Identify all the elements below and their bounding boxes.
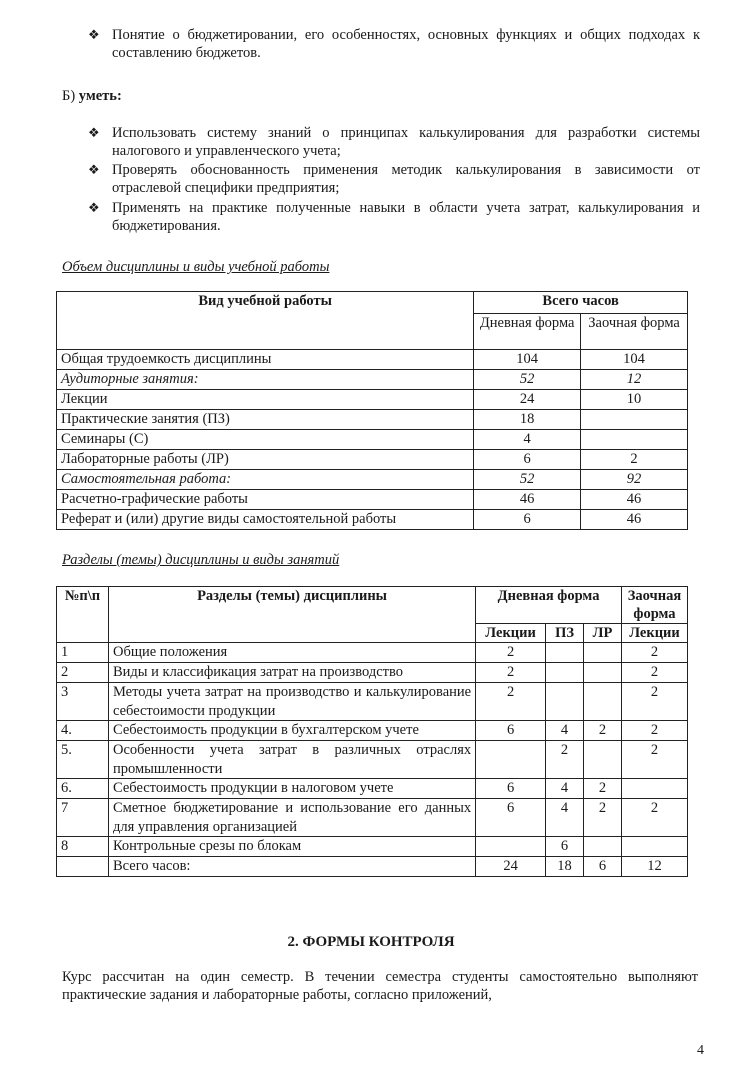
row-number: 6.	[57, 779, 109, 799]
row-day-value: 46	[474, 490, 581, 510]
table-row	[57, 510, 688, 530]
row-day-value: 104	[474, 350, 581, 370]
col-header-pz: ПЗ	[546, 624, 584, 643]
row-pz	[546, 663, 584, 683]
row-extramural	[621, 837, 687, 857]
row-extramural: 2	[621, 663, 687, 683]
table-row	[57, 450, 688, 470]
row-day-value: 6	[474, 450, 581, 470]
list-item-text: Понятие о бюджетировании, его особенностях, основных функциях и общих подходах к составлению бюджетов.	[112, 27, 700, 62]
table-row	[57, 390, 688, 410]
row-lectures	[476, 741, 546, 779]
diamond-bullet-icon: ❖	[88, 162, 100, 178]
row-label: Общая трудоемкость дисциплины	[57, 350, 474, 370]
row-extramural: 2	[621, 741, 687, 779]
table-row	[57, 741, 688, 779]
table-row	[57, 643, 688, 663]
total-lr: 6	[584, 857, 622, 877]
col-header-extramural-form: Заочная форма	[581, 314, 688, 350]
table-row	[57, 721, 688, 741]
row-pz: 4	[546, 779, 584, 799]
row-extramural-value: 46	[581, 490, 688, 510]
row-pz	[546, 683, 584, 721]
table-row	[57, 350, 688, 370]
row-lectures: 6	[476, 779, 546, 799]
table-row	[57, 370, 688, 390]
col-header-extramural-form: Заочная форма	[621, 587, 687, 624]
row-pz	[546, 643, 584, 663]
row-day-value: 6	[474, 510, 581, 530]
page-number: 4	[697, 1043, 704, 1058]
col-header-work-type: Вид учебной работы	[57, 292, 474, 350]
table-row	[57, 683, 688, 721]
total-extramural: 12	[621, 857, 687, 877]
table-row	[57, 799, 688, 837]
row-section: Виды и классификация затрат на производство	[108, 663, 475, 683]
row-lr: 2	[584, 779, 622, 799]
col-header-lr: ЛР	[584, 624, 622, 643]
row-lectures: 6	[476, 721, 546, 741]
row-lectures	[476, 837, 546, 857]
row-extramural-value: 2	[581, 450, 688, 470]
section-paragraph: Курс рассчитан на один семестр. В течении семестра студенты самостоятельно выполняют практические задания и лабораторные работы, согласно приложений,	[62, 969, 698, 1004]
row-day-value: 52	[474, 470, 581, 490]
row-label: Реферат и (или) другие виды самостоятельной работы	[57, 510, 474, 530]
row-extramural-value: 12	[581, 370, 688, 390]
list-item-text: Проверять обоснованность применения методик калькулирования в зависимости от отраслевой специфики предприятия;	[112, 162, 700, 197]
col-header-total-hours: Всего часов	[474, 292, 688, 314]
table-row	[57, 779, 688, 799]
row-section: Общие положения	[108, 643, 475, 663]
row-lectures: 6	[476, 799, 546, 837]
row-extramural	[621, 779, 687, 799]
row-pz: 4	[546, 799, 584, 837]
table-row	[57, 490, 688, 510]
row-lr	[584, 663, 622, 683]
row-label: Лекции	[57, 390, 474, 410]
row-lr	[584, 837, 622, 857]
row-extramural: 2	[621, 643, 687, 663]
table-row	[57, 837, 688, 857]
row-day-value: 24	[474, 390, 581, 410]
diamond-bullet-icon: ❖	[88, 125, 100, 140]
row-section: Методы учета затрат на производство и калькулирование себестоимости продукции	[108, 683, 475, 721]
row-number: 1	[57, 643, 109, 663]
row-number: 7	[57, 799, 109, 837]
row-number: 4.	[57, 721, 109, 741]
row-label: Семинары (С)	[57, 430, 474, 450]
row-extramural-value: 104	[581, 350, 688, 370]
diamond-bullet-icon: ❖	[88, 199, 100, 215]
table-header-row	[57, 587, 688, 624]
row-number: 2	[57, 663, 109, 683]
row-pz: 2	[546, 741, 584, 779]
row-lr: 2	[584, 721, 622, 741]
section-title: 2. ФОРМЫ КОНТРОЛЯ	[287, 934, 455, 950]
row-lr: 2	[584, 799, 622, 837]
row-extramural-value	[581, 410, 688, 430]
row-section: Контрольные срезы по блокам	[108, 837, 475, 857]
total-label: Всего часов:	[108, 857, 475, 877]
col-header-lectures: Лекции	[476, 624, 546, 643]
list-item-text: Использовать систему знаний о принципах калькулирования для разработки системы налогового и управленческого учета;	[112, 125, 700, 160]
row-extramural-value	[581, 430, 688, 450]
row-day-value: 4	[474, 430, 581, 450]
col-header-number: №п\п	[57, 587, 109, 643]
intro-bullet-list	[88, 26, 700, 63]
diamond-bullet-icon: ❖	[88, 27, 100, 42]
skills-label: уметь:	[78, 88, 122, 104]
row-lr	[584, 683, 622, 721]
row-extramural-value: 10	[581, 390, 688, 410]
list-item	[88, 26, 700, 62]
sections-table	[56, 586, 688, 877]
row-day-value: 18	[474, 410, 581, 430]
table-row	[57, 470, 688, 490]
row-number: 5.	[57, 741, 109, 779]
table1-caption: Объем дисциплины и виды учебной работы	[62, 259, 330, 275]
table-header-row	[57, 292, 688, 314]
row-lectures: 2	[476, 663, 546, 683]
skills-list	[88, 124, 700, 236]
list-item	[88, 124, 700, 160]
list-item-text: Применять на практике полученные навыки в области учета затрат, калькулирования и бюджетирования.	[112, 199, 700, 234]
row-label: Аудиторные занятия:	[57, 370, 474, 390]
col-header-day-form: Дневная форма	[474, 314, 581, 350]
row-lr	[584, 741, 622, 779]
total-lectures: 24	[476, 857, 546, 877]
col-header-day-form: Дневная форма	[476, 587, 622, 624]
row-extramural-value: 92	[581, 470, 688, 490]
col-header-extramural-lectures: Лекции	[621, 624, 687, 643]
row-number: 8	[57, 837, 109, 857]
total-pz: 18	[546, 857, 584, 877]
row-label: Самостоятельная работа:	[57, 470, 474, 490]
row-lr	[584, 643, 622, 663]
row-section: Сметное бюджетирование и использование его данных для управления организацией	[108, 799, 475, 837]
table-total-row	[57, 857, 688, 877]
table-row	[57, 430, 688, 450]
row-extramural: 2	[621, 683, 687, 721]
table-row	[57, 663, 688, 683]
row-lectures: 2	[476, 683, 546, 721]
row-section: Себестоимость продукции в налоговом учете	[108, 779, 475, 799]
row-pz: 4	[546, 721, 584, 741]
col-header-sections: Разделы (темы) дисциплины	[108, 587, 475, 643]
row-label: Расчетно-графические работы	[57, 490, 474, 510]
row-extramural-value: 46	[581, 510, 688, 530]
row-extramural: 2	[621, 721, 687, 741]
row-extramural: 2	[621, 799, 687, 837]
list-item	[88, 199, 700, 235]
row-label: Лабораторные работы (ЛР)	[57, 450, 474, 470]
row-label: Практические занятия (ПЗ)	[57, 410, 474, 430]
skills-prefix: Б)	[62, 88, 79, 104]
row-number	[57, 857, 109, 877]
row-section: Себестоимость продукции в бухгалтерском учете	[108, 721, 475, 741]
workload-table	[56, 291, 688, 530]
table2-caption: Разделы (темы) дисциплины и виды занятий	[62, 552, 340, 568]
skills-heading	[62, 87, 122, 105]
row-lectures: 2	[476, 643, 546, 663]
row-day-value: 52	[474, 370, 581, 390]
list-item	[88, 161, 700, 197]
row-pz: 6	[546, 837, 584, 857]
table-row	[57, 410, 688, 430]
row-section: Особенности учета затрат в различных отраслях промышленности	[108, 741, 475, 779]
row-number: 3	[57, 683, 109, 721]
